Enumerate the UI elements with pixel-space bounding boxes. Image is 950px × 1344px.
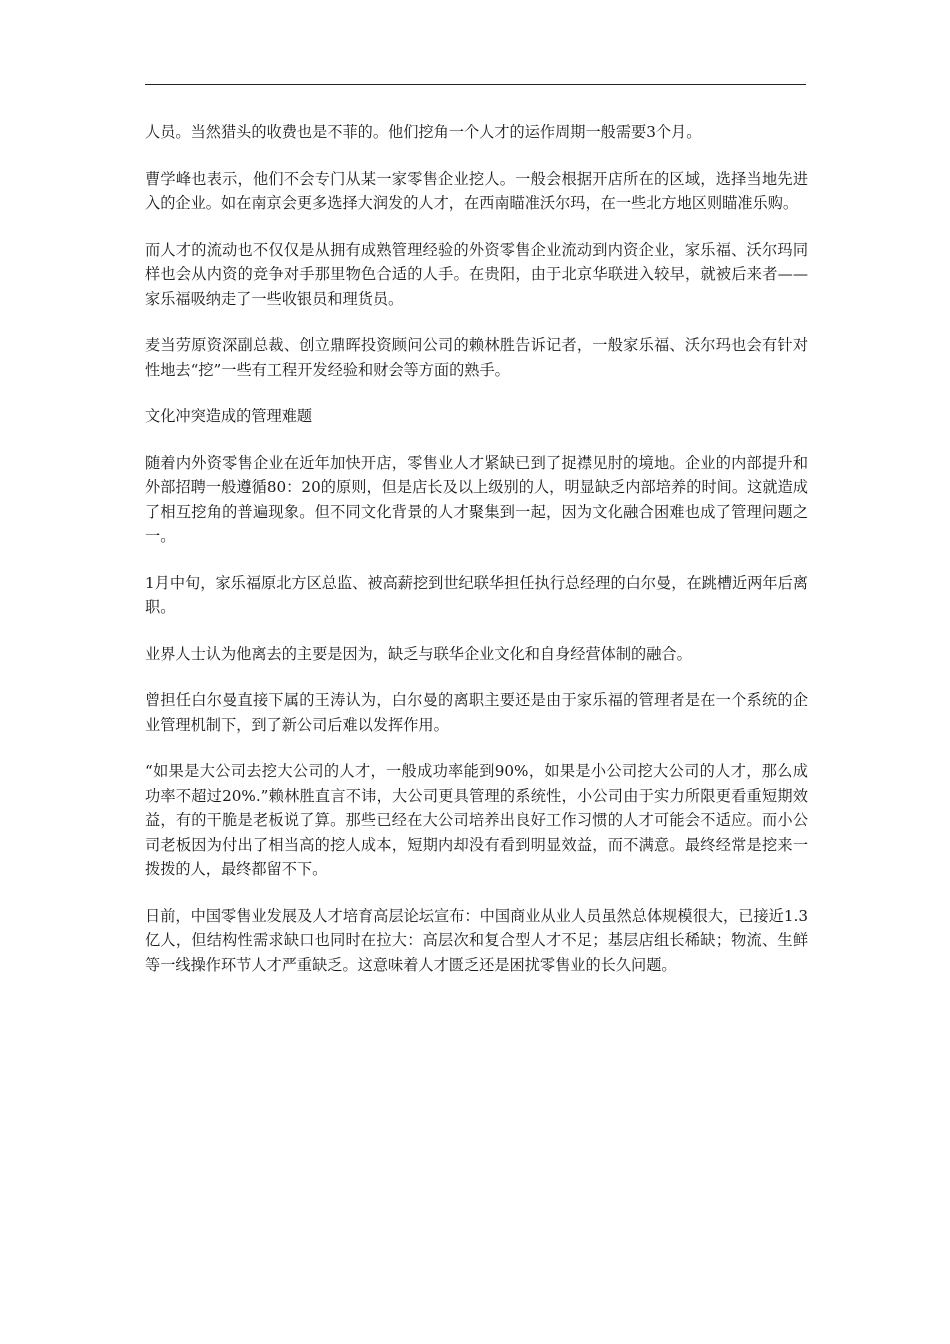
- paragraph-cao-xuefeng: 曹学峰也表示，他们不会专门从某一家零售企业挖人。一般会根据开店所在的区域，选择当地先进入的企业。如在南京会更多选择大润发的人才，在西南瞄准沃尔玛，在一些北方地区则瞄准乐购。: [145, 169, 808, 212]
- paragraph-forum: 日前，中国零售业发展及人才培育高层论坛宣布：中国商业从业人员虽然总体规模很大，已接近1.3亿人，但结构性需求缺口也同时在拉大：高层次和复合型人才不足；基层店组长稀缺；物流、生鲜等一线操作环节人才严重缺乏。这意味着人才匮乏还是困扰零售业的长久问题。: [145, 906, 808, 974]
- paragraph-success-rate: “如果是大公司去挖大公司的人才，一般成功率能到90%，如果是小公司挖大公司的人才，那么成功率不超过20%.”赖林胜直言不讳，大公司更具管理的系统性，小公司由于实力所限更看重短期效益，有的干脆是老板说了算。那些已经在大公司培养出良好工作习惯的人才可能会不适应。而小公司老板因为付出了相当高的挖人成本，短期内却没有看到明显效益，而不满意。最终经常是挖来一拨拨的人，最终都留不下。: [145, 762, 808, 878]
- paragraph-talent-shortage: 随着内外资零售企业在近年加快开店，零售业人才紧缺已到了捉襟见肘的境地。企业的内部提升和外部招聘一般遵循80：20的原则，但是店长及以上级别的人，明显缺乏内部培养的时间。这就造成了相互挖角的普遍现象。但不同文化背景的人才聚集到一起，因为文化融合困难也成了管理问题之一。: [145, 453, 808, 545]
- paragraph-talent-flow: 而人才的流动也不仅仅是从拥有成熟管理经验的外资零售企业流动到内资企业，家乐福、沃尔玛同样也会从内资的竞争对手那里物色合适的人手。在贵阳，由于北京华联进入较早，就被后来者——家乐福吸纳走了一些收银员和理货员。: [145, 240, 808, 308]
- paragraph-headhunter-fees: 人员。当然猎头的收费也是不菲的。他们挖角一个人才的运作周期一般需要3个月。: [145, 123, 702, 141]
- paragraph-bai-erman: 1月中旬，家乐福原北方区总监、被高薪挖到世纪联华担任执行总经理的白尔曼，在跳槽近两年后离职。: [145, 573, 808, 616]
- header-divider: [145, 84, 806, 85]
- paragraph-lai-linsheng: 麦当劳原资深副总裁、创立鼎晖投资顾问公司的赖林胜告诉记者，一般家乐福、沃尔玛也会有针对性地去“挖”一些有工程开发经验和财会等方面的熟手。: [145, 336, 808, 379]
- paragraph-wang-tao: 曾担任白尔曼直接下属的王涛认为，白尔曼的离职主要还是由于家乐福的管理者是在一个系统的企业管理机制下，到了新公司后难以发挥作用。: [145, 691, 808, 734]
- section-heading: 文化冲突造成的管理难题: [145, 407, 313, 425]
- paragraph-industry-view: 业界人士认为他离去的主要是因为，缺乏与联华企业文化和自身经营体制的融合。: [145, 644, 692, 663]
- article-body: [145, 120, 808, 999]
